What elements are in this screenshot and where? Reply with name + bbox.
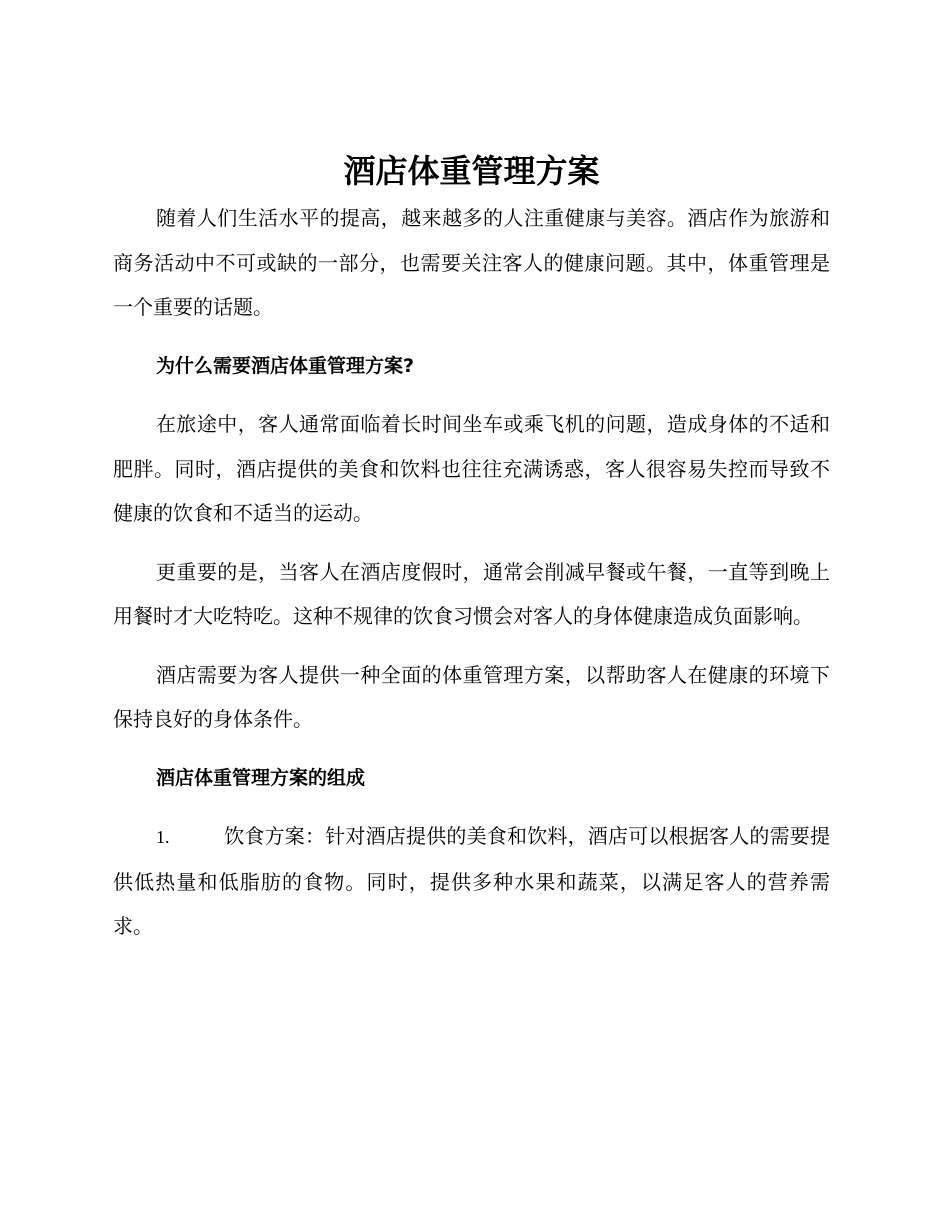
intro-paragraph: 随着人们生活水平的提高，越来越多的人注重健康与美容。酒店作为旅游和商务活动中不可或缺的一部分，也需要关注客人的健康问题。其中，体重管理是一个重要的话题。 — [113, 206, 830, 319]
paragraph-irregular-diet: 更重要的是，当客人在酒店度假时，通常会削减早餐或午餐，一直等到晚上用餐时才大吃特吃。这种不规律的饮食习惯会对客人的身体健康造成负面影响。 — [113, 559, 830, 628]
list-item-text: 饮食方案：针对酒店提供的美食和饮料，酒店可以根据客人的需要提供低热量和低脂肪的食物。同时，提供多种水果和蔬菜，以满足客人的营养需求。 — [113, 824, 830, 938]
list-item-diet-plan — [113, 814, 830, 949]
document-title: 酒店体重管理方案 — [343, 152, 600, 190]
paragraph-travel-issues: 在旅途中，客人通常面临着长时间坐车或乘飞机的问题，造成身体的不适和肥胖。同时，酒店提供的美食和饮料也往往充满诱惑，客人很容易失控而导致不健康的饮食和不适当的运动。 — [113, 412, 830, 525]
section-heading-components: 酒店体重管理方案的组成 — [156, 766, 366, 789]
list-item-number: 1. — [156, 827, 170, 847]
document-body — [113, 148, 830, 949]
section-heading-why: 为什么需要酒店体重管理方案? — [156, 354, 415, 377]
paragraph-hotel-need: 酒店需要为客人提供一种全面的体重管理方案，以帮助客人在健康的环境下保持良好的身体条件。 — [113, 662, 830, 731]
